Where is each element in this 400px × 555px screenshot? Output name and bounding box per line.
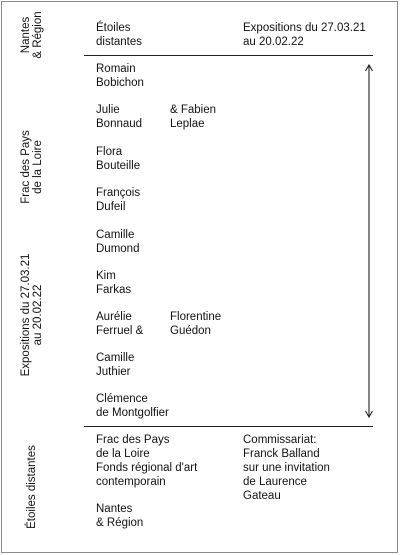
artist-name: Florentine Guédon <box>170 311 222 337</box>
side-label-region: Nantes & Région <box>20 11 44 59</box>
bottom-rule <box>84 426 373 427</box>
side-label-institution: Frac des Pays de la Loire <box>20 130 44 204</box>
artist-name: François Dufeil <box>96 187 141 213</box>
curator-credit: Commissariat: Franck Balland sur une invitation de Laurence Gateau <box>243 434 330 502</box>
artist-name: Clémence de Montgolfier <box>96 393 169 419</box>
exhibition-poster <box>1 1 398 553</box>
institution-name: Frac des Pays de la Loire Fonds régional d'art contemporain <box>96 434 198 488</box>
exhibition-title: Étoiles distantes <box>96 22 143 48</box>
artist-name: Camille Dumond <box>96 229 140 255</box>
exhibition-dates: Expositions du 27.03.21 au 20.02.22 <box>243 22 366 48</box>
top-rule <box>84 55 373 56</box>
artist-name: Flora Bouteille <box>96 146 141 172</box>
artist-name: & Fabien Leplae <box>170 104 217 130</box>
artist-name: Julie Bonnaud <box>96 104 143 130</box>
artist-name: Romain Bobichon <box>96 63 144 89</box>
side-label-dates: Expositions du 27.03.21 au 20.02.22 <box>20 253 44 376</box>
artist-name: Aurélie Ferruel & <box>96 311 144 337</box>
side-label-title: Étoiles distantes <box>26 445 38 529</box>
artist-name: Kim Farkas <box>96 270 132 296</box>
city-region: Nantes & Région <box>96 503 144 529</box>
double-arrow-icon <box>364 64 374 418</box>
artist-name: Camille Juthier <box>96 352 135 378</box>
